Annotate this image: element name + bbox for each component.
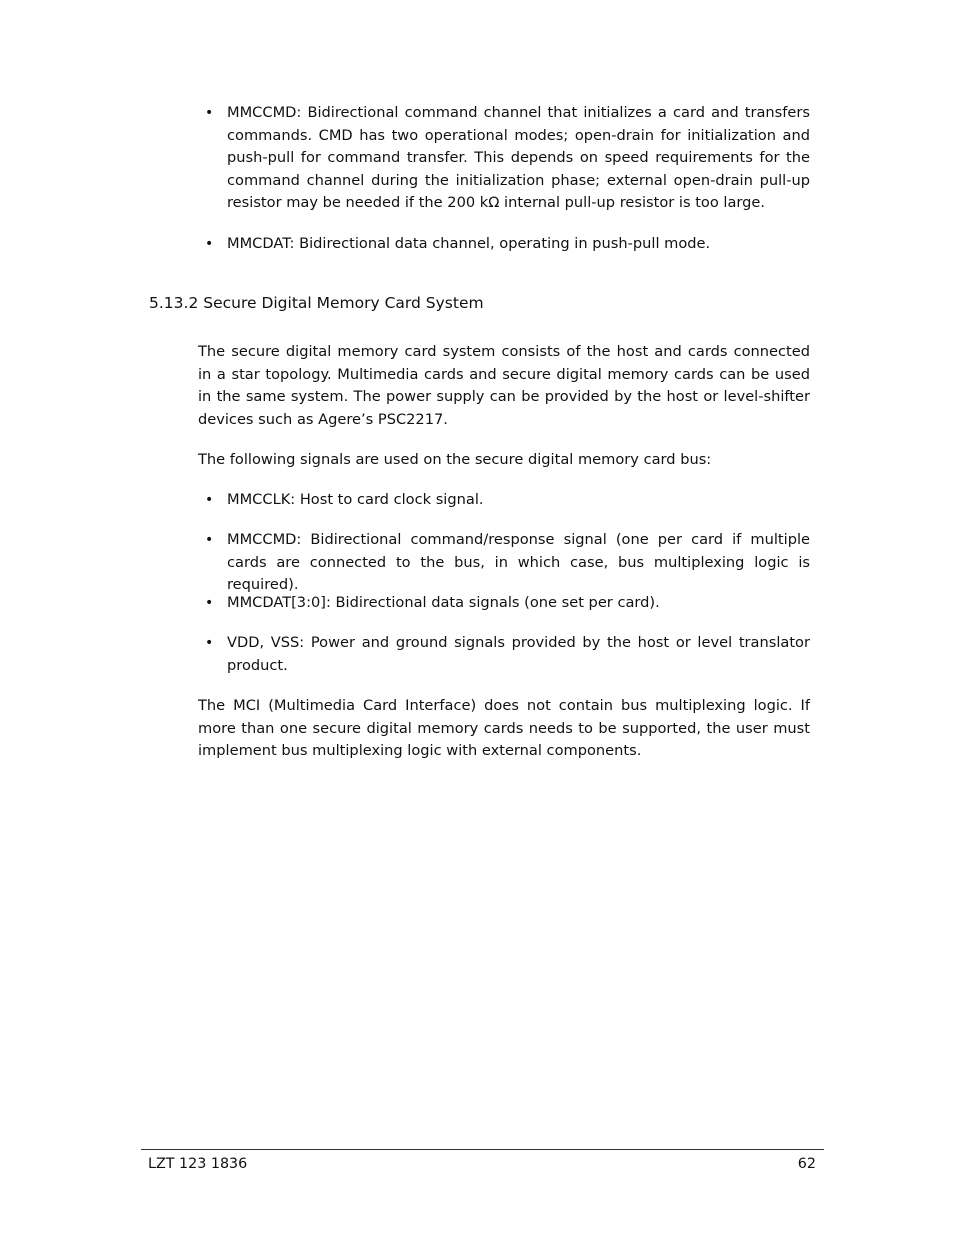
- bullet-icon: •: [205, 492, 214, 508]
- list-item: [205, 592, 810, 615]
- section-heading: 5.13.2 Secure Digital Memory Card System: [149, 294, 484, 312]
- signals-lead-paragraph: The following signals are used on the secure digital memory card bus:: [198, 451, 712, 468]
- signal-list-1: [205, 489, 810, 512]
- footer-doc-number: LZT 123 1836: [148, 1156, 248, 1172]
- footer-divider: [141, 1149, 824, 1150]
- list-item-text: MMCCMD: Bidirectional command channel that initializes a card and transfers commands. CMD has two operational modes; open-drain for initialization and push-pull for command transfer. This depends on speed requirements for the command channel during the initialization phase; external open-drain pull-up resistor may be needed if the 200 kΩ internal pull-up resistor is too large.: [227, 104, 810, 212]
- bullet-icon: •: [205, 105, 214, 121]
- intro-paragraph: The secure digital memory card system consists of the host and cards connected in a star topology. Multimedia cards and secure digital memory cards can be used in the same system. The power supply can be provided by the host or level-shifter devices such as Agere’s PSC2217.: [198, 343, 810, 428]
- footer-page-number: 62: [797, 1156, 816, 1172]
- list-item: [205, 233, 810, 256]
- signal-list-3: [205, 592, 810, 615]
- list-item-text: MMCCLK: Host to card clock signal.: [227, 491, 484, 508]
- bullet-icon: •: [205, 595, 214, 611]
- bullet-icon: •: [205, 236, 214, 252]
- closing-paragraph: The MCI (Multimedia Card Interface) does not contain bus multiplexing logic. If more than one secure digital memory cards needs to be supported, the user must implement bus multiplexing logic with external components.: [198, 697, 810, 760]
- bullet-icon: •: [205, 532, 214, 548]
- list-item-text: VDD, VSS: Power and ground signals provided by the host or level translator product.: [227, 634, 810, 674]
- list-item: [205, 529, 810, 597]
- list-item: [205, 489, 810, 512]
- list-item: [205, 632, 810, 677]
- top-bullet-list-2: [205, 233, 810, 256]
- signal-list-4: [205, 632, 810, 677]
- list-item: [205, 102, 810, 215]
- list-item-text: MMCDAT: Bidirectional data channel, operating in push-pull mode.: [227, 235, 711, 252]
- list-item-text: MMCCMD: Bidirectional command/response signal (one per card if multiple cards are connected to the bus, in which case, bus multiplexing logic is required).: [227, 531, 810, 594]
- signal-list-2: [205, 529, 810, 597]
- bullet-icon: •: [205, 635, 214, 651]
- list-item-text: MMCDAT[3:0]: Bidirectional data signals (one set per card).: [227, 594, 660, 611]
- top-bullet-list: [205, 102, 810, 215]
